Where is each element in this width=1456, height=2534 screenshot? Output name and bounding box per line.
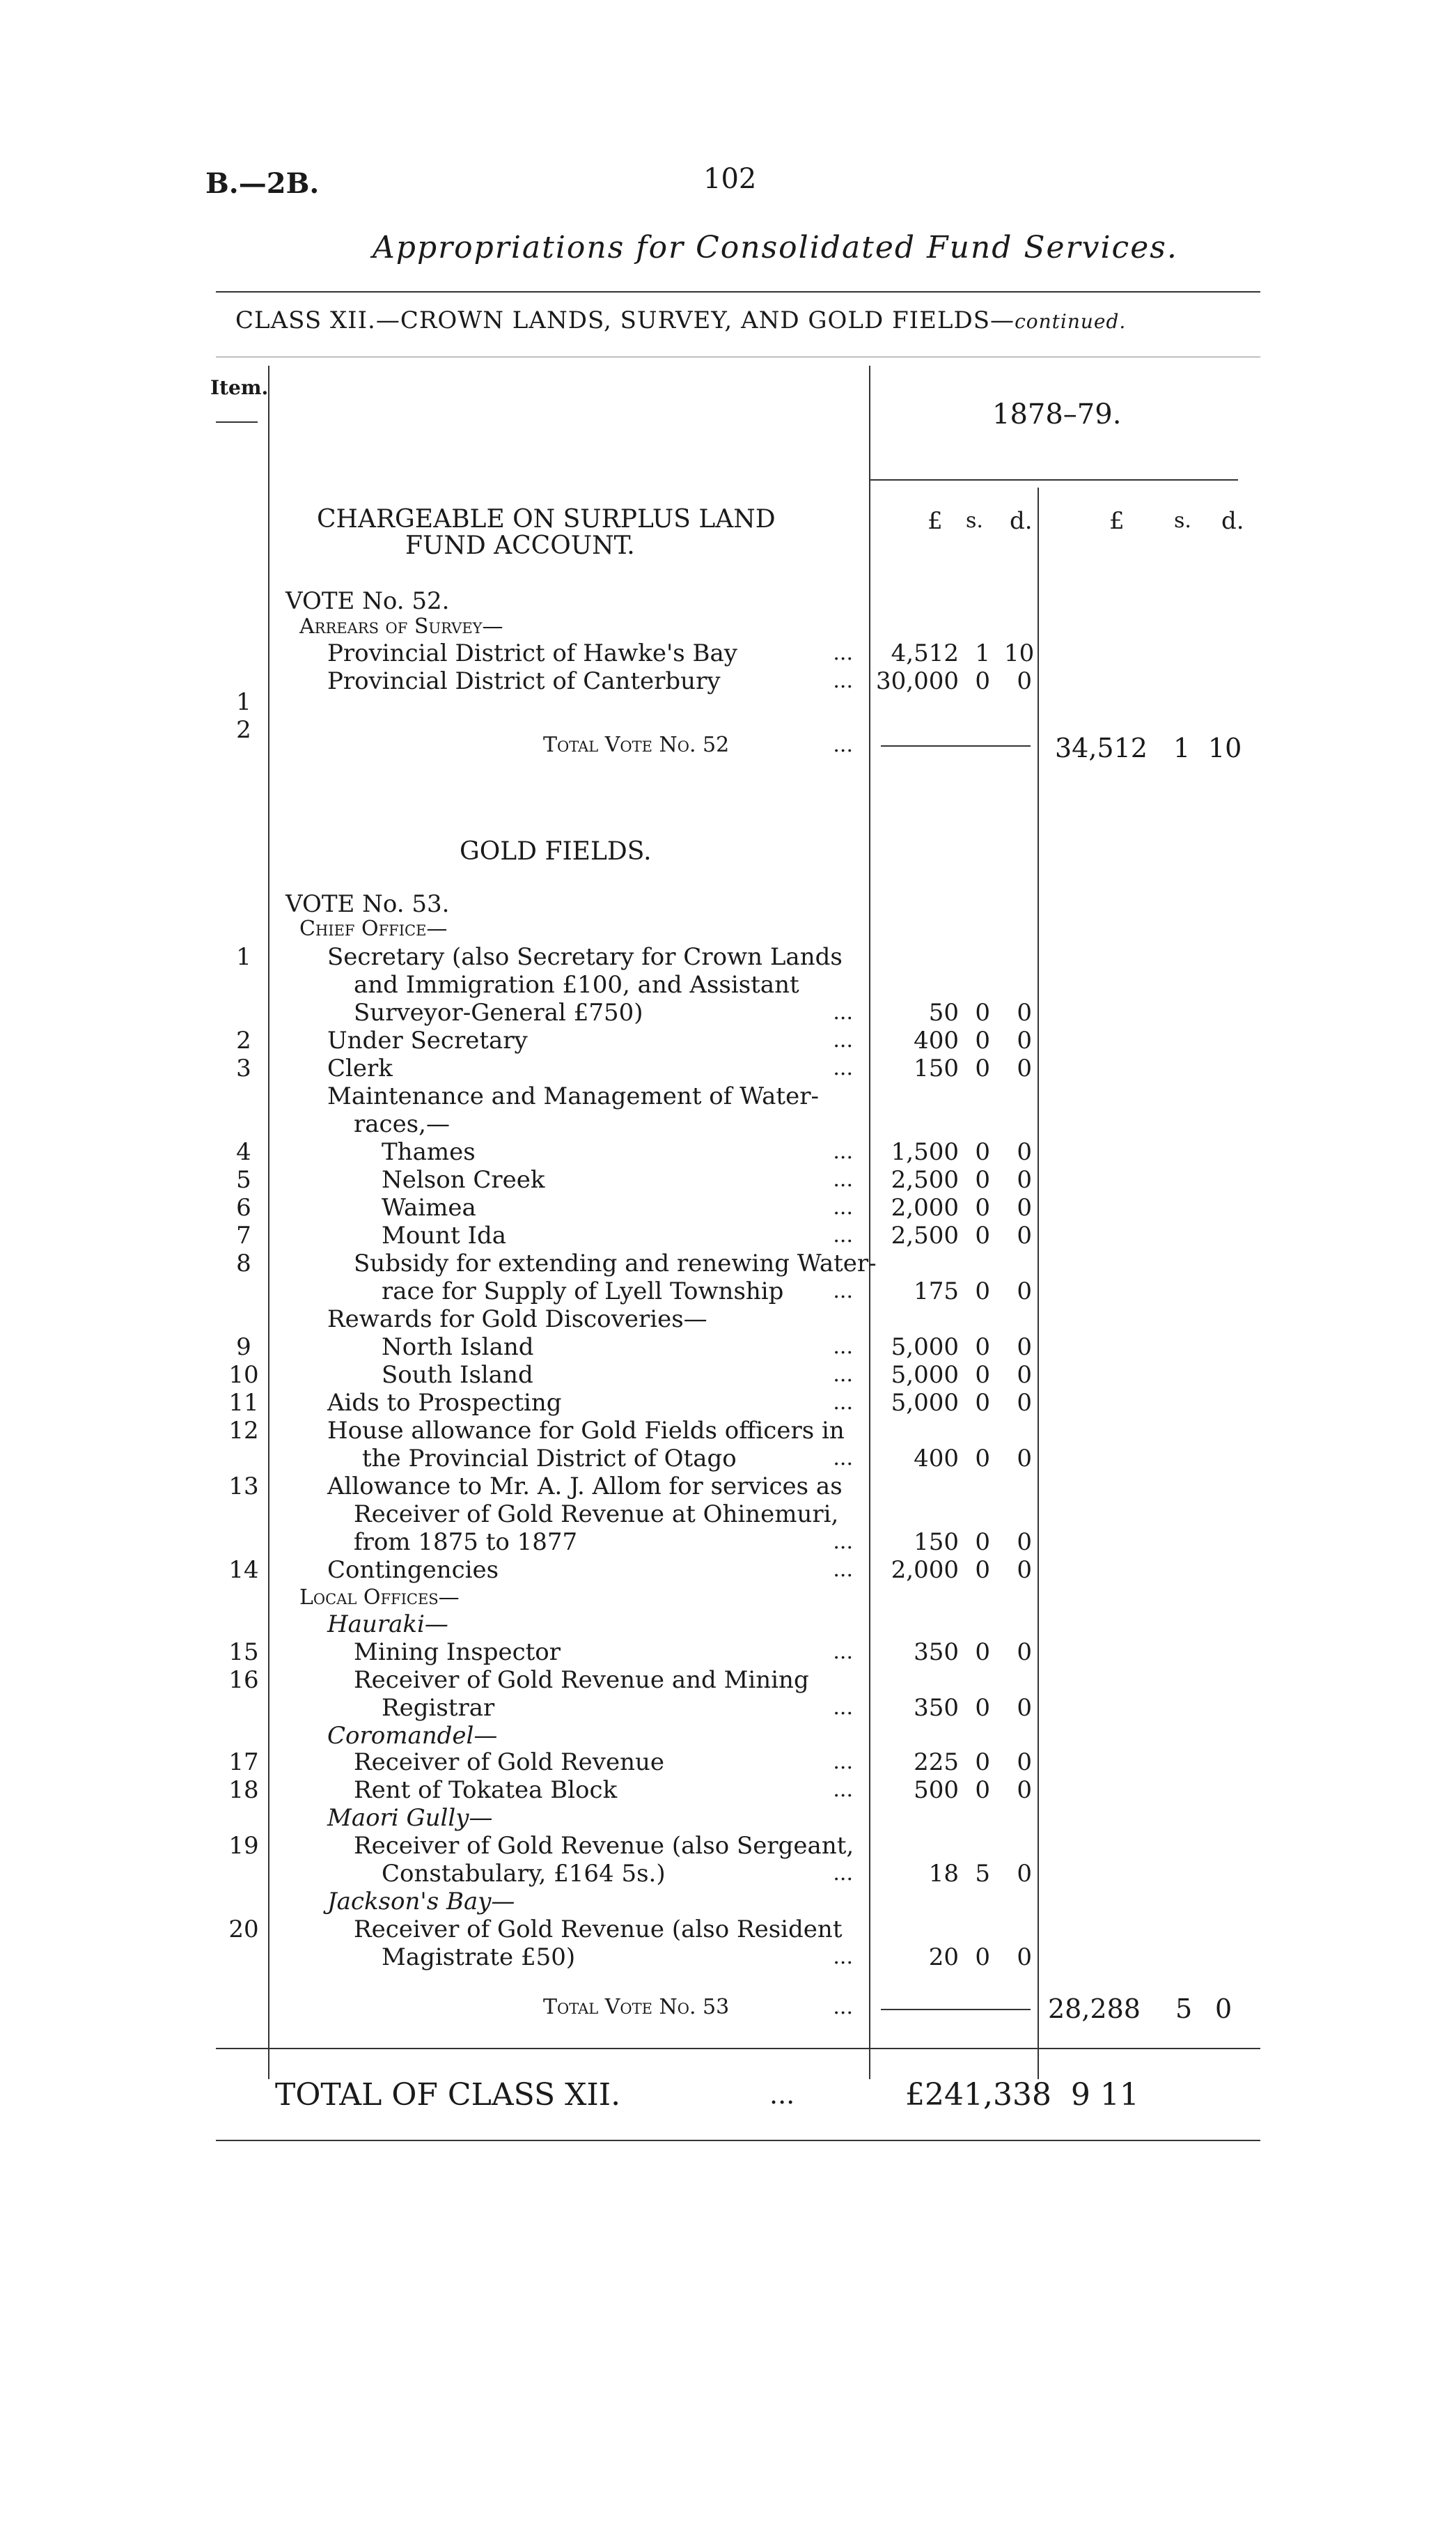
amount-pounds: 150 <box>914 1528 959 1556</box>
vote53-line <box>0 1610 1456 1638</box>
leader-dots: ... <box>833 1390 853 1415</box>
amount-shillings: 0 <box>975 1138 990 1166</box>
amount-pounds: 2,000 <box>891 1556 959 1584</box>
leader-dots: ... <box>833 1695 853 1720</box>
item-number: 15 <box>228 1638 259 1666</box>
col-pounds-1: £ <box>927 507 943 535</box>
vote53-line <box>0 1722 1456 1750</box>
amount-shillings: 0 <box>975 1445 990 1472</box>
leader-dots: ... <box>833 1167 853 1192</box>
leader-dots: ... <box>833 669 853 693</box>
leader-dots: ... <box>833 1530 853 1554</box>
vote53-line <box>0 1804 1456 1832</box>
amount-pence: 0 <box>1017 1528 1032 1556</box>
vote52-total-pounds: 34,512 <box>1055 733 1148 763</box>
document-code: B.—2B. <box>205 167 320 200</box>
row-description: Under Secretary <box>327 1027 528 1055</box>
leader-dots: ... <box>833 1056 853 1080</box>
row-description: Magistrate £50) <box>382 1943 576 1971</box>
amount-pounds: 2,000 <box>891 1194 959 1222</box>
amount-shillings: 0 <box>975 1943 990 1971</box>
leader-dots: ... <box>833 1362 853 1387</box>
subsection-heading: Coromandel— <box>327 1722 498 1750</box>
row-description: Nelson Creek <box>382 1166 545 1194</box>
vote53-total-row <box>0 1993 1456 2024</box>
vote53-line <box>0 1277 1456 1305</box>
amount-pounds: 150 <box>914 1055 959 1082</box>
leader-dots: ... <box>833 1140 853 1164</box>
vote53-line <box>0 1472 1456 1500</box>
item-number: 12 <box>228 1417 259 1445</box>
leader-dots: ... <box>833 1557 853 1582</box>
row-description: Mount Ida <box>382 1222 507 1250</box>
vote52-row-2 <box>0 667 1456 744</box>
amount-pence: 0 <box>1017 1027 1032 1055</box>
row-description: Maintenance and Management of Water- <box>327 1082 819 1110</box>
item-number: 4 <box>236 1138 251 1166</box>
amount-pence: 0 <box>1017 1333 1032 1361</box>
vote53-line <box>0 943 1456 971</box>
vote53-line <box>0 971 1456 999</box>
vote53-line <box>0 1528 1456 1556</box>
col-pence-2: d. <box>1221 507 1244 535</box>
row-description: race for Supply of Lyell Township <box>382 1277 784 1305</box>
amount-shillings: 0 <box>975 1748 990 1776</box>
class-heading: CLASS XII.—CROWN LANDS, SURVEY, AND GOLD FIELDS—continued. <box>235 306 1127 334</box>
vote53-line <box>0 1584 1456 1612</box>
amount-pence: 0 <box>1017 1166 1032 1194</box>
vote53-line <box>0 1888 1456 1915</box>
amount-pounds: 5,000 <box>891 1361 959 1389</box>
item-number: 20 <box>228 1915 259 1943</box>
row-description: Receiver of Gold Revenue (also Sergeant, <box>354 1832 854 1860</box>
col-pounds-2: £ <box>1109 507 1125 535</box>
vote52-total-row <box>0 731 1456 763</box>
row-description: and Immigration £100, and Assistant <box>354 971 799 999</box>
amount-shillings: 0 <box>975 1776 990 1804</box>
vote53-line <box>0 1666 1456 1694</box>
leader-dots: ... <box>833 1778 853 1802</box>
vote53-line <box>0 1166 1456 1194</box>
vote53-line <box>0 1194 1456 1222</box>
amount-pence: 0 <box>1017 1194 1032 1222</box>
class-total-amount: £241,338 9 11 <box>905 2077 1139 2113</box>
subsection-heading: Maori Gully— <box>327 1804 493 1832</box>
row-description: Constabulary, £164 5s.) <box>382 1860 666 1888</box>
row-description: Subsidy for extending and renewing Water- <box>354 1250 877 1277</box>
page-number: 102 <box>703 163 757 195</box>
vote53-line <box>0 1638 1456 1666</box>
vote53-line <box>0 1500 1456 1528</box>
leader-dots: ... <box>833 1446 853 1470</box>
item-number: 17 <box>228 1748 259 1776</box>
amount-pence: 0 <box>1017 1694 1032 1722</box>
row-description: North Island <box>382 1333 534 1361</box>
vote53-total-pounds: 28,288 <box>1048 1993 1141 2024</box>
amount-shillings: 0 <box>975 1222 990 1250</box>
amount-pounds: 400 <box>914 1445 959 1472</box>
amount-shillings: 1 <box>975 639 990 667</box>
vote53-line <box>0 1860 1456 1888</box>
row-description: Receiver of Gold Revenue at Ohinemuri, <box>354 1500 839 1528</box>
item-number: 8 <box>236 1250 251 1277</box>
col-shillings-1: s. <box>966 508 983 533</box>
vote53-line <box>0 1389 1456 1417</box>
leader-dots: ... <box>833 1750 853 1774</box>
vote53-line <box>0 1305 1456 1333</box>
item-number: 18 <box>228 1776 259 1804</box>
vote53-line <box>0 1055 1456 1082</box>
leader-dots: ... <box>833 1640 853 1664</box>
vote53-total-shillings: 5 <box>1175 1993 1193 2024</box>
item-number: 2 <box>236 1027 251 1055</box>
row-description: Surveyor-General £750) <box>354 999 643 1027</box>
subsection-heading: Hauraki— <box>327 1610 448 1638</box>
class-total-dots: ... <box>769 2079 795 2110</box>
leader-dots: ... <box>833 1223 853 1247</box>
amount-shillings: 0 <box>975 1694 990 1722</box>
leader-dots: ... <box>833 1000 853 1025</box>
gold-fields-title: GOLD FIELDS. <box>460 837 652 866</box>
amount-shillings: 0 <box>975 1194 990 1222</box>
vote53-line <box>0 1694 1456 1722</box>
item-number: 3 <box>236 1055 251 1082</box>
row-description: South Island <box>382 1361 533 1389</box>
amount-shillings: 0 <box>975 667 990 695</box>
amount-shillings: 0 <box>975 1556 990 1584</box>
item-number: 6 <box>236 1194 251 1222</box>
row-description: Thames <box>382 1138 476 1166</box>
amount-pence: 0 <box>1017 667 1032 695</box>
item-number: 5 <box>236 1166 251 1194</box>
vote53-line <box>0 1222 1456 1250</box>
col-pence-1: d. <box>1010 507 1033 535</box>
row-description: races,— <box>354 1110 450 1138</box>
rule-top <box>216 291 1260 293</box>
amount-pounds: 20 <box>928 1943 959 1971</box>
vote53-line <box>0 1082 1456 1110</box>
amount-pence: 0 <box>1017 1556 1032 1584</box>
vote53-line <box>0 1138 1456 1166</box>
row-description: Rent of Tokatea Block <box>354 1776 618 1804</box>
amount-pence: 0 <box>1017 1389 1032 1417</box>
amount-shillings: 0 <box>975 1361 990 1389</box>
vote53-line <box>0 1556 1456 1584</box>
amount-pence: 0 <box>1017 1748 1032 1776</box>
leader-dots: ... <box>833 1028 853 1052</box>
amount-pence: 0 <box>1017 1943 1032 1971</box>
amount-shillings: 0 <box>975 1277 990 1305</box>
row-description: Allowance to Mr. A. J. Allom for services as <box>327 1472 843 1500</box>
amount-shillings: 0 <box>975 1528 990 1556</box>
amount-pounds: 18 <box>928 1860 959 1888</box>
section-surplus-title-a: CHARGEABLE ON SURPLUS LAND <box>317 505 776 534</box>
class-total-label: TOTAL OF CLASS XII. <box>275 2077 621 2113</box>
rule-bottom <box>216 2140 1260 2141</box>
amount-pounds: 5,000 <box>891 1389 959 1417</box>
amount-pounds: 4,512 <box>891 639 959 667</box>
item-number: 19 <box>228 1832 259 1860</box>
vote53-line <box>0 1445 1456 1472</box>
row-description: Waimea <box>382 1194 476 1222</box>
total-rule <box>881 2009 1031 2010</box>
leader-dots: ... <box>833 1861 853 1886</box>
rule-table-bottom <box>216 2048 1260 2049</box>
amount-pounds: 30,000 <box>876 667 959 695</box>
row-description: Clerk <box>327 1055 393 1082</box>
row-description: Receiver of Gold Revenue <box>354 1748 665 1776</box>
item-number: 14 <box>228 1556 259 1584</box>
arrears-heading: Arrears of Survey— <box>299 614 503 639</box>
item-number: 1 <box>236 688 251 716</box>
amount-pounds: 5,000 <box>891 1333 959 1361</box>
amount-pence: 0 <box>1017 1776 1032 1804</box>
amount-shillings: 0 <box>975 1638 990 1666</box>
item-number: 2 <box>236 716 251 744</box>
subsection-heading: Jackson's Bay— <box>327 1888 515 1915</box>
amount-shillings: 5 <box>975 1860 990 1888</box>
chief-office-heading: Chief Office— <box>299 917 448 941</box>
vote-53-heading: VOTE No. 53. <box>285 890 450 918</box>
amount-pence: 0 <box>1017 1222 1032 1250</box>
amount-pounds: 175 <box>914 1277 959 1305</box>
page-title: Appropriations for Consolidated Fund Services. <box>373 230 1178 265</box>
amount-pence: 0 <box>1017 1138 1032 1166</box>
year-header: 1878–79. <box>992 398 1122 430</box>
vote53-total-label: Total Vote No. 53 <box>543 1995 730 2019</box>
vote53-line <box>0 1748 1456 1776</box>
amount-pence: 0 <box>1017 1361 1032 1389</box>
row-description: the Provincial District of Otago <box>362 1445 737 1472</box>
row-description: Secretary (also Secretary for Crown Lands <box>327 943 843 971</box>
amount-shillings: 0 <box>975 999 990 1027</box>
amount-pounds: 50 <box>928 999 959 1027</box>
item-number: 7 <box>236 1222 251 1250</box>
amount-pence: 0 <box>1017 1055 1032 1082</box>
leader-dots: ... <box>833 1279 853 1303</box>
vote52-total-shillings: 1 <box>1173 733 1191 763</box>
vote53-line <box>0 1776 1456 1804</box>
leader-dots: ... <box>833 1335 853 1359</box>
amount-pence: 10 <box>1004 639 1035 667</box>
row-description: Provincial District of Hawke's Bay <box>327 639 738 667</box>
vote53-line <box>0 1333 1456 1361</box>
item-number: 13 <box>228 1472 259 1500</box>
vote53-line <box>0 1361 1456 1389</box>
amount-pounds: 350 <box>914 1638 959 1666</box>
amount-pounds: 500 <box>914 1776 959 1804</box>
item-header-rule <box>216 421 258 423</box>
amount-shillings: 0 <box>975 1389 990 1417</box>
row-description: House allowance for Gold Fields officers in <box>327 1417 845 1445</box>
leader-dots: ... <box>833 1195 853 1220</box>
amount-shillings: 0 <box>975 1027 990 1055</box>
year-rule <box>869 479 1238 481</box>
item-number: 10 <box>228 1361 259 1389</box>
amount-pounds: 2,500 <box>891 1222 959 1250</box>
amount-shillings: 0 <box>975 1055 990 1082</box>
vote53-line <box>0 1943 1456 1971</box>
item-column-header: Item. <box>210 376 269 399</box>
row-description: Registrar <box>382 1694 495 1722</box>
vote53-line <box>0 1027 1456 1055</box>
amount-pounds: 225 <box>914 1748 959 1776</box>
amount-pence: 0 <box>1017 1277 1032 1305</box>
col-shillings-2: s. <box>1174 508 1191 533</box>
leader-dots: ... <box>833 1945 853 1969</box>
item-number: 11 <box>228 1389 259 1417</box>
vote53-line <box>0 1110 1456 1138</box>
amount-pence: 0 <box>1017 1638 1032 1666</box>
subsection-heading: Local Offices— <box>299 1585 460 1610</box>
vote52-total-pence: 10 <box>1208 733 1242 763</box>
row-description: Receiver of Gold Revenue and Mining <box>354 1666 809 1694</box>
row-description: Contingencies <box>327 1556 499 1584</box>
vote53-line <box>0 1250 1456 1277</box>
row-description: Rewards for Gold Discoveries— <box>327 1305 707 1333</box>
total-rule <box>881 745 1031 747</box>
leader-dots: ... <box>833 733 853 757</box>
amount-pounds: 1,500 <box>891 1138 959 1166</box>
leader-dots: ... <box>833 1995 853 2019</box>
amount-pence: 0 <box>1017 1860 1032 1888</box>
vote53-line <box>0 999 1456 1027</box>
amount-pounds: 400 <box>914 1027 959 1055</box>
row-description: Mining Inspector <box>354 1638 561 1666</box>
amount-pence: 0 <box>1017 999 1032 1027</box>
vote53-line <box>0 1417 1456 1445</box>
amount-pounds: 350 <box>914 1694 959 1722</box>
row-description: from 1875 to 1877 <box>354 1528 578 1556</box>
vote53-total-pence: 0 <box>1215 1993 1232 2024</box>
vote53-line <box>0 1832 1456 1860</box>
amount-shillings: 0 <box>975 1333 990 1361</box>
row-description: Receiver of Gold Revenue (also Resident <box>354 1915 843 1943</box>
row-description: Aids to Prospecting <box>327 1389 562 1417</box>
amount-shillings: 0 <box>975 1166 990 1194</box>
amount-pounds: 2,500 <box>891 1166 959 1194</box>
item-number: 16 <box>228 1666 259 1694</box>
item-number: 9 <box>236 1333 251 1361</box>
row-description: Provincial District of Canterbury <box>327 667 721 695</box>
amount-pence: 0 <box>1017 1445 1032 1472</box>
section-surplus-title-b: FUND ACCOUNT. <box>405 531 635 560</box>
item-number: 1 <box>236 943 251 971</box>
leader-dots: ... <box>833 641 853 665</box>
vote52-total-label: Total Vote No. 52 <box>543 733 730 757</box>
vote53-line <box>0 1915 1456 1943</box>
vote-52-heading: VOTE No. 52. <box>285 587 450 615</box>
